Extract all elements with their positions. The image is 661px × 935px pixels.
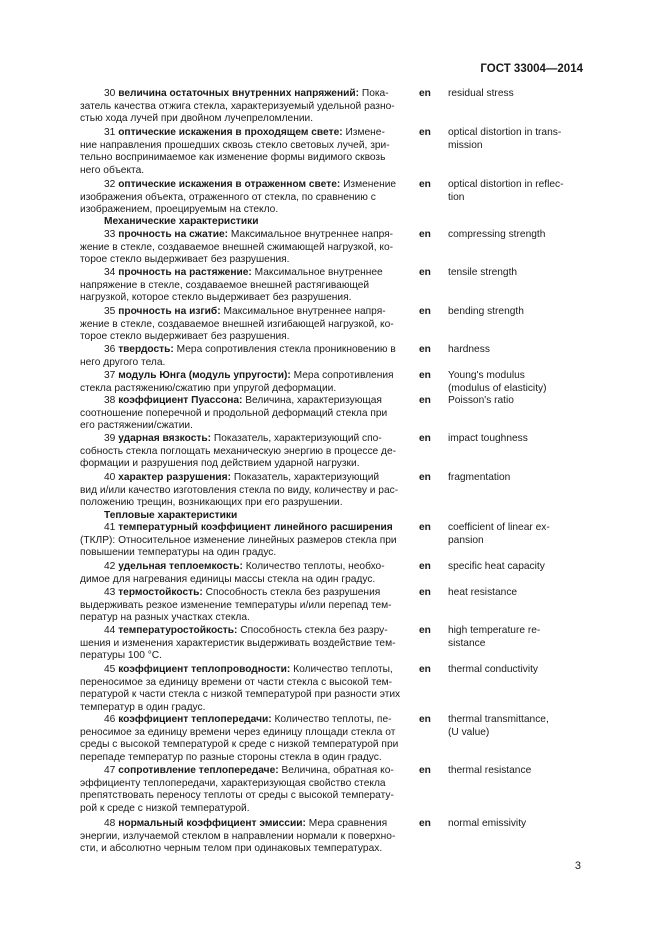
term-entry-45 [80,664,404,714]
term-definition-line: собность стекла поглощать механическую энергию в процессе де- [80,445,397,457]
term-name: термостойкость: [118,587,203,598]
language-code: en [419,127,431,138]
term-number: 44 [104,625,116,636]
english-equivalent [448,818,588,831]
term-name: прочность на изгиб: [118,306,221,317]
term-name: модуль Юнга (модуль упругости): [118,370,291,381]
term-definition-line: формации и разрушения под действием ударной нагрузки. [80,458,360,470]
term-name: твердость: [118,344,174,355]
term-definition-line: эффициенту теплопередачи, характеризующая свойство стекла [80,777,386,789]
term-definition-line: переносимое за единицу времени от части стекла с высокой тем- [80,676,393,688]
term-definition-line: Максимальное внутреннее напря- [230,229,394,240]
term-definition-line: реносимое за единицу времени через единицу площади стекла от [80,726,396,738]
english-equivalent [448,306,588,319]
term-definition-line: положению трещин, возникающих при его разрушении. [80,497,343,509]
term-name: коэффициент теплопроводности: [118,664,291,675]
english-equivalent [448,127,588,152]
term-entry-30 [80,88,404,126]
term-number: 41 [104,522,116,533]
term-definition-line: торое стекло выдерживает без разрушения. [80,331,290,343]
term-name: температуростойкость: [118,625,238,636]
language-code: en [419,395,431,406]
term-definition-line: торое стекло выдерживает без разрушения. [80,254,290,266]
term-paragraph [80,472,404,510]
term-number: 48 [104,818,116,829]
term-entry-39 [80,433,404,471]
term-paragraph [80,179,404,217]
term-paragraph [80,127,404,177]
term-definition-line: Мера сопротивления [293,370,394,381]
english-equivalent [448,561,588,574]
term-definition-line: жение в стекле, создаваемое внешней изгибающей нагрузкой, ко- [80,318,394,330]
term-entry-41 [80,522,404,560]
english-term-line: optical distortion in reflec- [448,179,564,190]
english-equivalent [448,625,588,650]
term-number: 47 [104,765,116,776]
english-term-line: tensile strength [448,267,518,278]
term-paragraph [80,306,404,344]
term-number: 37 [104,370,116,381]
term-definition-line: Величина, обратная ко- [281,765,394,776]
term-number: 35 [104,306,116,317]
term-definition-line: препятствовать переносу теплоты от среды с высокой температу- [80,790,394,802]
language-code: en [419,370,431,381]
term-number: 39 [104,433,116,444]
section-heading-mech: Механические характеристики [104,216,259,227]
term-definition-line: перепаде температур по разные стороны стекла в один градус. [80,751,382,763]
term-entry-31 [80,127,404,177]
term-definition-line: изображением, проецируемым на стекло. [80,204,279,216]
language-code: en [419,714,431,725]
term-entry-33 [80,229,404,267]
term-name: коэффициент теплопередачи: [118,714,272,725]
term-entry-35 [80,306,404,344]
term-definition-line: Изменение [343,179,397,190]
term-number: 46 [104,714,116,725]
english-equivalent [448,179,588,204]
term-definition-line: Количество теплоты, [293,664,393,675]
term-paragraph [80,664,404,714]
term-name: сопротивление теплопередаче: [118,765,279,776]
english-term-line: (U value) [448,726,490,738]
english-equivalent [448,395,588,408]
english-term-line: residual stress [448,88,514,99]
term-name: температурный коэффициент линейного расширения [118,522,393,533]
english-term-line: high temperature re- [448,625,541,636]
term-definition-line: Максимальное внутреннее [254,267,383,278]
language-code: en [419,664,431,675]
english-term-line: thermal transmittance, [448,714,549,725]
term-paragraph [80,625,404,663]
language-code: en [419,522,431,533]
term-paragraph [80,395,404,433]
term-definition-line: Измене- [345,127,385,138]
term-name: прочность на растяжение: [118,267,252,278]
term-paragraph [80,765,404,815]
term-definition-line: Показатель, характеризующий [233,472,380,483]
term-entry-43 [80,587,404,625]
term-paragraph [80,229,404,267]
english-term-line: mission [448,139,483,151]
term-paragraph [80,714,404,764]
english-equivalent [448,229,588,242]
term-entry-48 [80,818,404,856]
term-entry-42 [80,561,404,586]
term-paragraph [80,433,404,471]
term-definition-line: затель качества отжига стекла, характеризуемый удельной разно- [80,100,395,112]
term-definition-line: Количество теплоты, пе- [274,714,392,725]
term-paragraph [80,587,404,625]
english-equivalent [448,370,588,395]
term-definition-line: него объекта. [80,164,145,176]
english-term-line: bending strength [448,306,524,317]
term-number: 32 [104,179,116,190]
english-term-line: Poisson's ratio [448,395,514,406]
term-entry-36 [80,344,404,369]
term-number: 33 [104,229,116,240]
term-definition-line: Величина, характеризующая [245,395,382,406]
term-definition-line: Мера сопротивления стекла проникновению в [176,344,396,355]
english-term-line: fragmentation [448,472,511,483]
term-number: 45 [104,664,116,675]
term-definition-line: соотношение поперечной и продольной деформаций стекла при [80,407,388,419]
english-equivalent [448,522,588,547]
term-definition-line: стью хода лучей при двойном лучепреломлении. [80,113,314,125]
english-term-line: optical distortion in trans- [448,127,562,138]
page-number: 3 [574,860,581,872]
term-number: 40 [104,472,116,483]
term-entry-37 [80,370,404,395]
term-definition-line: его растяжении/сжатии. [80,420,193,432]
language-code: en [419,472,431,483]
english-term-line: hardness [448,344,490,355]
term-definition-line: Способность стекла без разру- [240,625,388,636]
term-definition-line: повышении температуры на один градус. [80,547,277,559]
term-definition-line: Показатель, характеризующий спо- [213,433,382,444]
term-name: величина остаточных внутренних напряжений: [118,88,360,99]
language-code: en [419,267,431,278]
term-paragraph [80,561,404,586]
term-number: 30 [104,88,116,99]
term-definition-line: стекла растяжению/сжатию при упругой деформации. [80,382,337,394]
english-term-line: tion [448,191,465,203]
term-definition-line: пературы 100 °С. [80,650,162,662]
english-equivalent [448,472,588,485]
section-heading-thermal: Тепловые характеристики [104,510,238,521]
term-entry-40 [80,472,404,510]
term-name: оптические искажения в проходящем свете: [118,127,343,138]
language-code: en [419,344,431,355]
english-term-line: normal emissivity [448,818,527,829]
language-code: en [419,433,431,444]
term-definition-line: ние направления прошедших сквозь стекло световых лучей, зри- [80,139,390,151]
english-term-line: specific heat capacity [448,561,545,572]
term-definition-line: энергии, излучаемой стеклом в направлении нормали к поверхно- [80,830,396,842]
language-code: en [419,818,431,829]
term-paragraph [80,818,404,856]
english-term-line: heat resistance [448,587,518,598]
term-definition-line: напряжение в стекле, создаваемое внешней растягивающей [80,279,370,291]
language-code: en [419,88,431,99]
english-equivalent [448,714,588,739]
term-definition-line: жение в стекле, создаваемое внешней сжимающей нагрузкой, ко- [80,241,394,253]
term-name: характер разрушения: [118,472,231,483]
language-code: en [419,765,431,776]
term-paragraph [80,370,404,395]
english-term-line: compressing strength [448,229,546,240]
term-name: оптические искажения в отраженном свете: [118,179,341,190]
term-paragraph [80,267,404,305]
term-entry-32 [80,179,404,217]
term-number: 43 [104,587,116,598]
language-code: en [419,306,431,317]
english-term-line: Young's modulus [448,370,525,381]
term-number: 42 [104,561,116,572]
language-code: en [419,179,431,190]
term-definition-line: выдерживать резкое изменение температуры и/или перепад тем- [80,599,392,611]
term-name: ударная вязкость: [118,433,212,444]
term-definition-line: среды с высокой температурой к среде с низкой температурой при [80,739,399,751]
term-number: 36 [104,344,116,355]
term-name: удельная теплоемкость: [118,561,243,572]
term-definition-line: ператур на разных участках стекла. [80,612,250,624]
english-equivalent [448,344,588,357]
term-entry-47 [80,765,404,815]
term-definition-line: Способность стекла без разрушения [205,587,381,598]
term-entry-34 [80,267,404,305]
term-definition-line: пературой к части стекла с низкой температурой при разности этих [80,689,401,701]
english-term-line: sistance [448,637,486,649]
term-definition-line: тельно воспринимаемое как изменение формы видимого сквозь [80,152,386,164]
term-paragraph [80,344,404,369]
term-entry-38 [80,395,404,433]
term-definition-line: Пока- [361,88,389,99]
term-definition-line: Мера сравнения [308,818,388,829]
term-definition-line: шения и изменения характеристик выдерживать воздействие тем- [80,637,396,649]
term-entry-44 [80,625,404,663]
language-code: en [419,561,431,572]
term-definition-line: Максимальное внутреннее напря- [223,306,386,317]
term-paragraph [80,88,404,126]
english-equivalent [448,765,588,778]
english-term-line: thermal conductivity [448,664,539,675]
english-term-line: impact toughness [448,433,528,444]
term-definition-line: димое для нагревания единицы массы стекла на один градус. [80,573,376,585]
english-equivalent [448,267,588,280]
english-equivalent [448,88,588,101]
english-term-line: (modulus of elasticity) [448,382,547,394]
term-definition-line: него другого тела. [80,356,166,368]
english-term-line: coefficient of linear ex- [448,522,550,533]
english-term-line: pansion [448,534,484,546]
term-number: 34 [104,267,116,278]
english-equivalent [448,433,588,446]
term-definition-line: Количество теплоты, необхо- [245,561,385,572]
term-definition-line: температур в один градус. [80,701,206,713]
term-entry-46 [80,714,404,764]
english-equivalent [448,587,588,600]
language-code: en [419,625,431,636]
term-number: 38 [104,395,116,406]
term-definition-line: нагрузкой, которое стекло выдерживает без разрушения. [80,292,352,304]
term-number: 31 [104,127,116,138]
term-definition-line: изображения объекта, отраженного от стекла, по сравнению с [80,191,376,203]
english-term-line: thermal resistance [448,765,532,776]
term-name: коэффициент Пуассона: [118,395,243,406]
term-definition-line: сти, и абсолютно черным телом при одинаковых температурах. [80,843,383,855]
term-name: прочность на сжатие: [118,229,229,240]
term-name: нормальный коэффициент эмиссии: [118,818,306,829]
term-paragraph [80,522,404,560]
language-code: en [419,229,431,240]
english-equivalent [448,664,588,677]
term-definition-line: (ТКЛР): Относительное изменение линейных размеров стекла при [80,534,397,546]
term-definition-line: вид и/или качество изготовления стекла по виду, количеству и рас- [80,484,399,496]
language-code: en [419,587,431,598]
standard-designation: ГОСТ 33004—2014 [480,63,583,75]
term-definition-line: рой к среде с низкой температурой. [80,802,250,814]
